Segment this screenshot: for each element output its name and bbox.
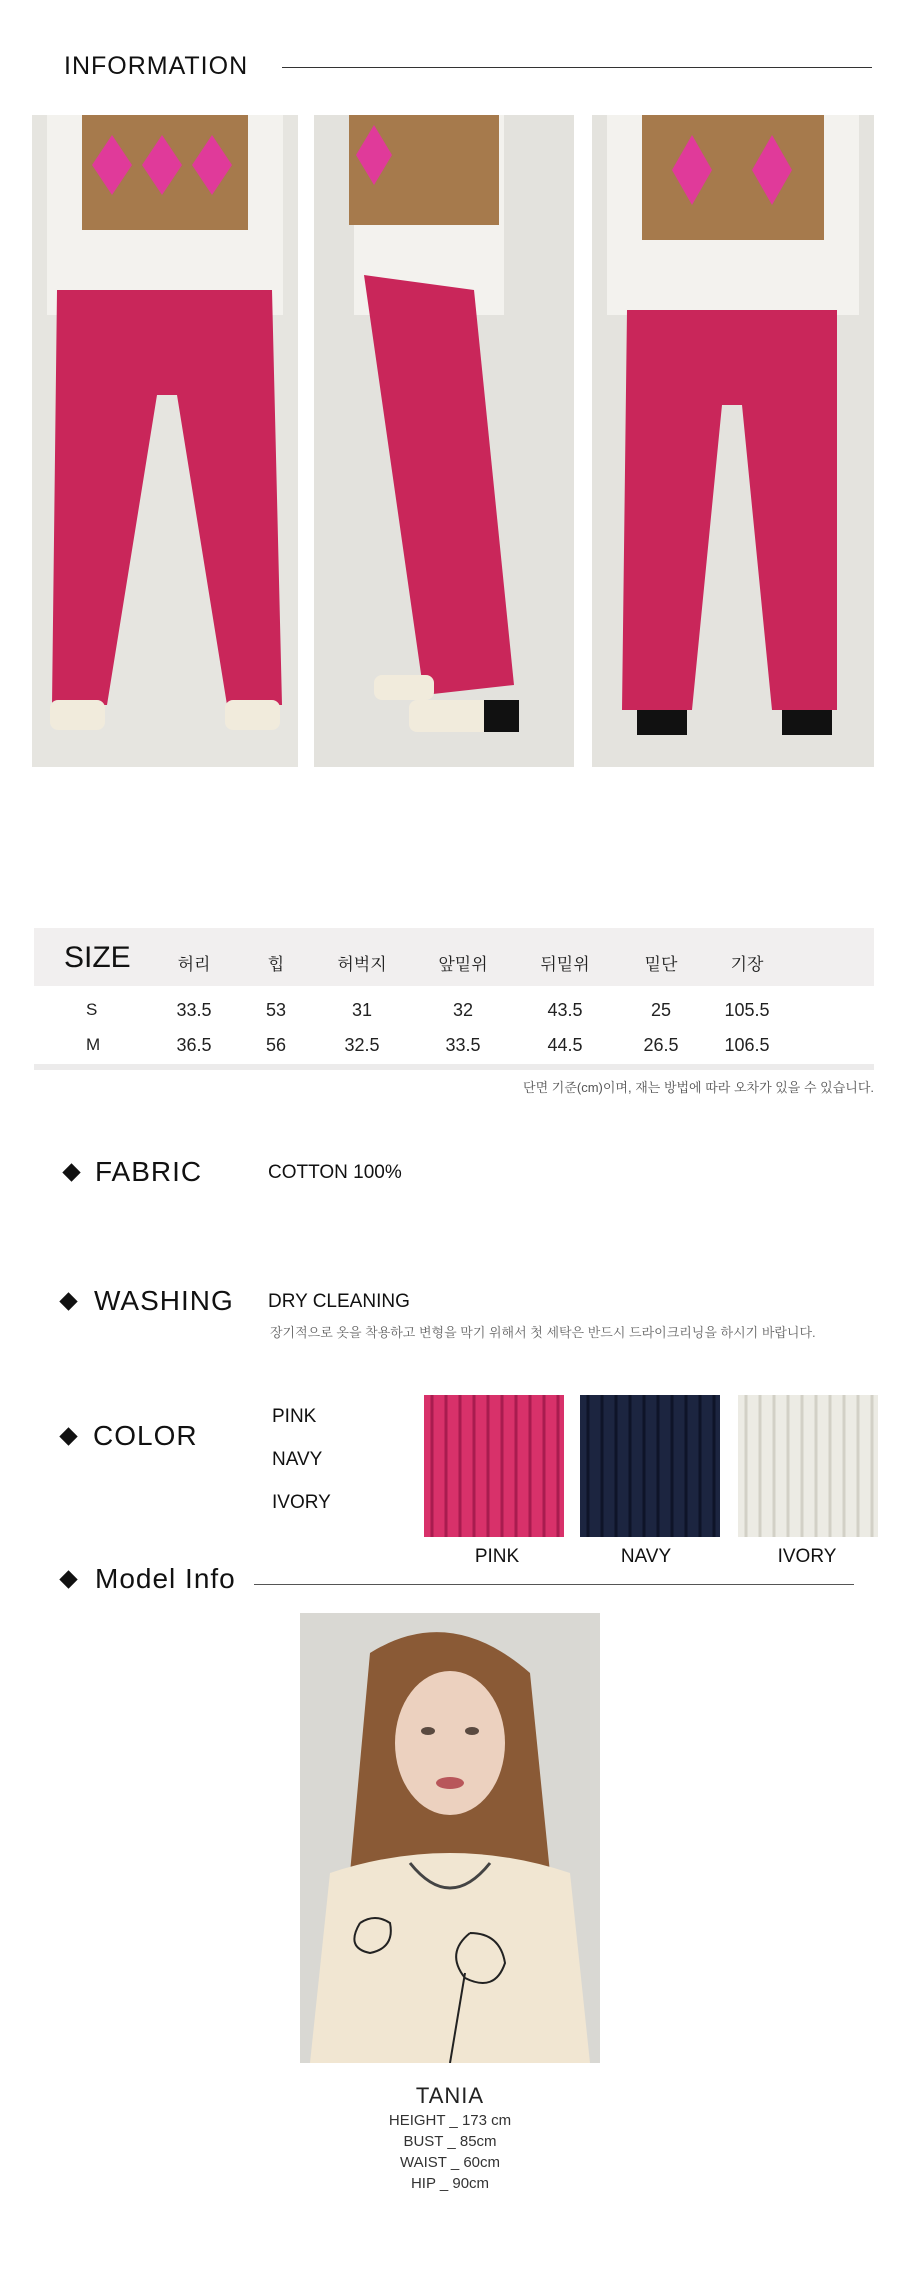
col-front-rise: 앞밑위 [438, 955, 488, 974]
swatch-pink [424, 1395, 564, 1537]
size-cell: 32 [452, 1000, 474, 1020]
size-cell: 33.5 [445, 1035, 481, 1055]
size-row-m [0, 1035, 900, 1061]
model-divider [254, 1584, 854, 1585]
size-cell: 53 [265, 1000, 287, 1020]
washing-value: DRY CLEANING [268, 1291, 410, 1312]
size-cell: 44.5 [547, 1035, 583, 1055]
color-label: COLOR [93, 1420, 198, 1451]
size-cell: 36.5 [176, 1035, 212, 1055]
size-cell: 33.5 [176, 1000, 212, 1020]
model-info-label: Model Info [95, 1563, 236, 1594]
information-title: INFORMATION [64, 52, 249, 80]
size-cell: 56 [265, 1035, 287, 1055]
col-back-rise: 뒤밑위 [540, 955, 590, 974]
size-cell: 26.5 [643, 1035, 679, 1055]
size-table-header [34, 928, 874, 986]
size-name: S [86, 1000, 98, 1019]
size-cell: 43.5 [547, 1000, 583, 1020]
swatch-label-ivory: IVORY [777, 1546, 837, 1567]
washing-note: 장기적으로 옷을 착용하고 변형을 막기 위해서 첫 세탁은 반드시 드라이크리닝을 하시기 바랍니다. [270, 1325, 816, 1340]
size-cell: 106.5 [724, 1035, 770, 1055]
product-photo-side [314, 115, 574, 767]
swatch-navy [580, 1395, 720, 1537]
col-thigh: 허벅지 [337, 955, 387, 974]
fabric-label: FABRIC [95, 1156, 203, 1187]
col-hip: 힙 [267, 955, 285, 974]
fabric-value: COTTON 100% [268, 1162, 402, 1183]
col-length: 기장 [730, 955, 764, 974]
size-table-footer-bar [34, 1064, 874, 1070]
model-photo [300, 1613, 600, 2063]
washing-bullet-icon [59, 1292, 77, 1310]
size-cell: 25 [650, 1000, 672, 1020]
color-name-pink: PINK [272, 1406, 317, 1427]
col-waist: 허리 [177, 955, 211, 974]
product-photo-front [32, 115, 298, 767]
color-name-ivory: IVORY [272, 1492, 331, 1513]
size-note: 단면 기준(cm)이며, 재는 방법에 따라 오차가 있을 수 있습니다. [523, 1080, 874, 1095]
col-hem: 밑단 [644, 955, 678, 974]
header-divider [282, 67, 872, 68]
product-photo-back [592, 115, 874, 767]
size-cell: 32.5 [344, 1035, 380, 1055]
model-height: HEIGHT _ 173 cm [388, 2112, 512, 2129]
color-name-navy: NAVY [272, 1449, 323, 1470]
size-cell: 31 [351, 1000, 373, 1020]
swatch-ivory [738, 1395, 878, 1537]
size-row-s [0, 1000, 900, 1026]
color-bullet-icon [59, 1427, 77, 1445]
fabric-bullet-icon [62, 1163, 80, 1181]
swatch-label-pink: PINK [474, 1546, 520, 1567]
size-name: M [86, 1035, 101, 1054]
swatch-label-navy: NAVY [620, 1546, 672, 1567]
size-label: SIZE [64, 941, 131, 974]
model-name: TANIA [415, 2083, 485, 2108]
size-cell: 105.5 [724, 1000, 770, 1020]
model-bullet-icon [59, 1570, 77, 1588]
model-bust: BUST _ 85cm [403, 2133, 497, 2150]
washing-label: WASHING [94, 1285, 234, 1316]
model-hip: HIP _ 90cm [410, 2175, 490, 2192]
model-waist: WAIST _ 60cm [399, 2154, 501, 2171]
